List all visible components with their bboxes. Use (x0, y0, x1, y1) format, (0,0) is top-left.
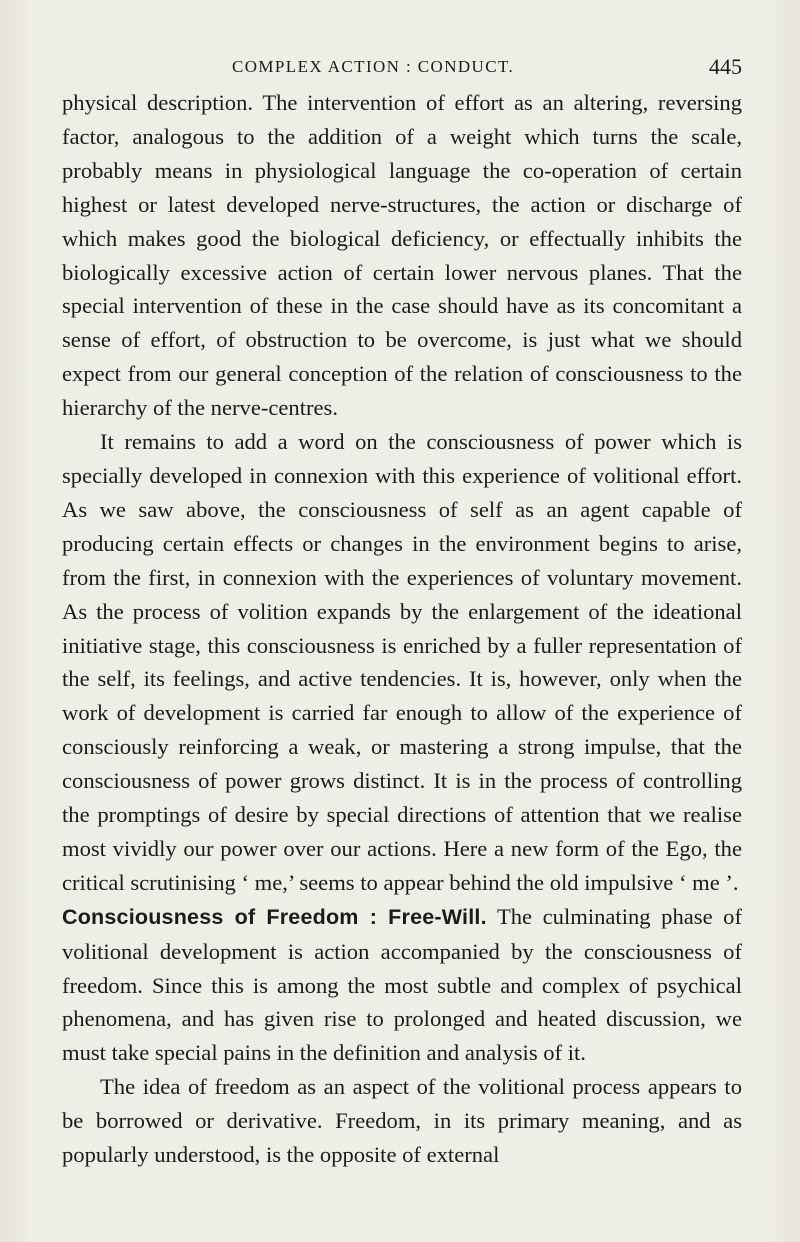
paragraph-freedom (62, 900, 742, 1071)
paragraph-idea-of-freedom: The idea of freedom as an aspect of the volitional process appears to be borrowed or derivative. Freedom, in its primary meaning, and as popularly understood, is the opposite of external (62, 1074, 742, 1168)
page-number: 445 (709, 54, 742, 79)
section-heading-freedom: Consciousness of Freedom : Free-Will. (62, 904, 487, 929)
paragraph-consciousness-of-power: It remains to add a word on the consciousness of power which is specially developed in connexion with this experience of volitional effort. As we saw above, the consciousness of self as an agent capable of producing certain effects or changes in the environment begins to arise, from the first, in connexion with the experiences of voluntary movement. As the process of volition expands by the enlargement of the ideational initiative stage, this consciousness is enriched by a fuller representation of the self, its feelings, and active tendencies. It is, however, only when the work of development is carried far enough to allow of the experience of consciously reinforcing a weak, or mastering a strong impulse, that the consciousness of power grows distinct. It is in the process of controlling the promptings of desire by special directions of attention that we realise most vividly our power over our actions. Here a new form of the Ego, the critical scrutinising ‘ me,’ seems to appear behind the old impulsive ‘ me ’. (62, 429, 742, 895)
body-text (62, 86, 742, 1172)
running-head: COMPLEX ACTION : CONDUCT. (232, 57, 515, 76)
paragraph-continued: physical description. The intervention of effort as an altering, reversing factor, analogous to the addition of a weight which turns the scale, probably means in physiological language the co-operation of certain highest or latest developed nerve-structures, the action or discharge of which makes good the biological deficiency, or effectually inhibits the biologically excessive action of certain lower nervous planes. That the special intervention of these in the case should have as its concomitant a sense of effort, of obstruction to be overcome, is just what we should expect from our general conception of the relation of consciousness to the hierarchy of the nerve-centres. (62, 90, 742, 421)
page-header (62, 54, 742, 87)
paragraph-freedom-text: The culminating phase of volitional development is action accompanied by the consciousness of freedom. Since this is among the most subtle and complex of psychical phenomena, and has given rise to prolonged and heated discussion, we must take special pains in the definition and analysis of it. (62, 903, 742, 1066)
